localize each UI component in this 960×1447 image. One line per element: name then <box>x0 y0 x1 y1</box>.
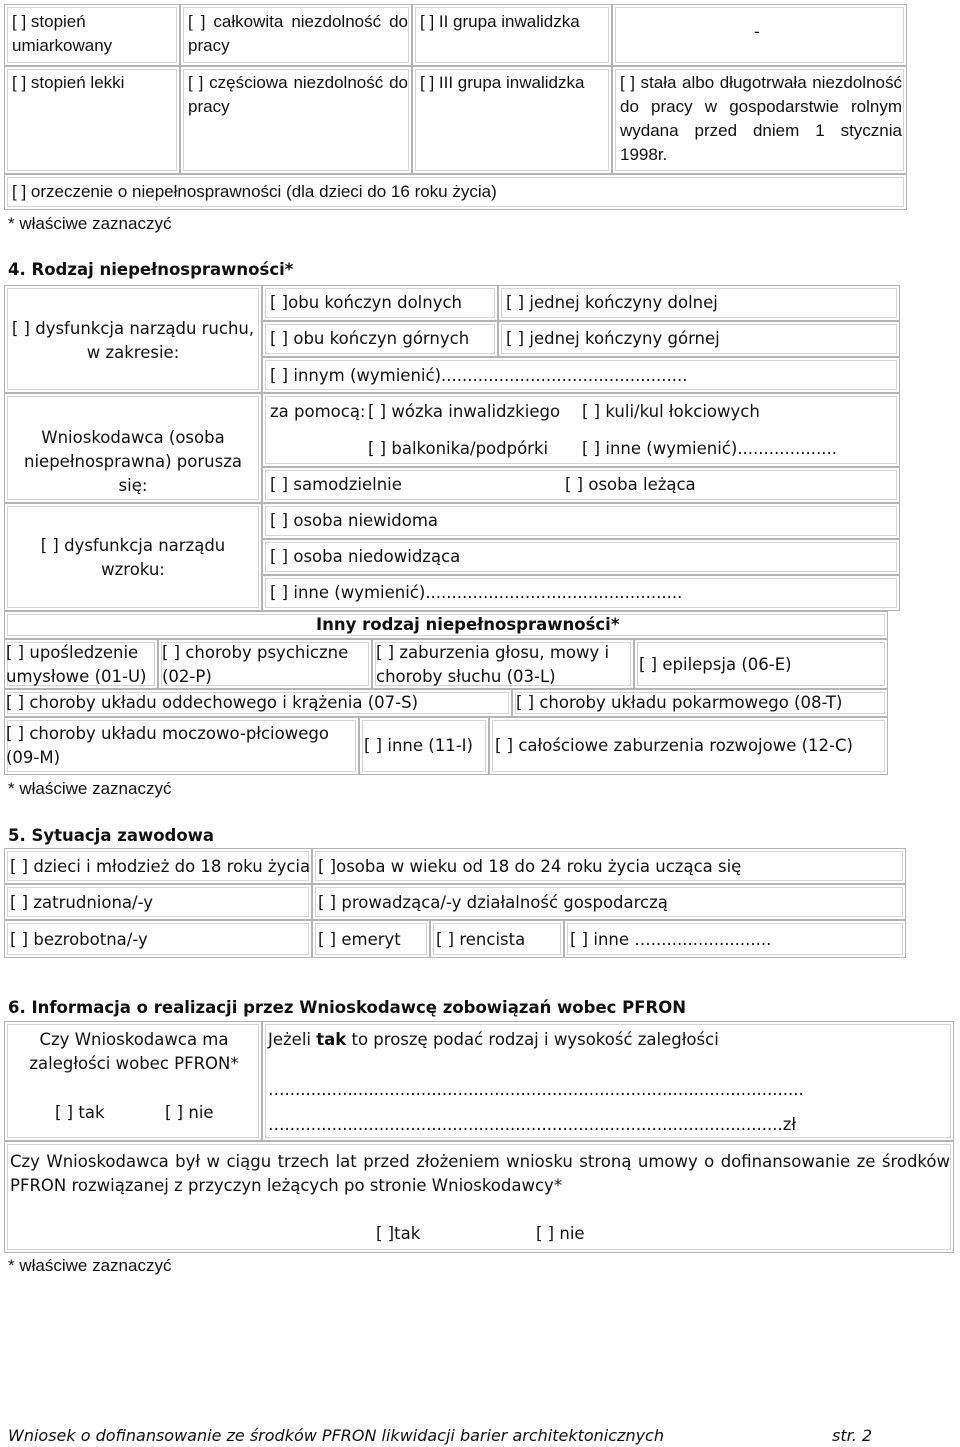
sec3-orzeczenie-dzieci[interactable]: [ ] orzeczenie o niepełnosprawności (dla dzieci do 16 roku życia) <box>12 182 497 201</box>
sec4-title: 4. Rodzaj niepełnosprawności* <box>8 260 294 279</box>
sec4-ruch-d[interactable]: [ ] jednej kończyny górnej <box>506 329 720 348</box>
sec4-pomoc-balkonik[interactable]: [ ] balkonika/podpórki <box>368 439 549 458</box>
sec6-line2[interactable]: …...............................................................................................zł <box>268 1115 797 1134</box>
sec4-ruch-a[interactable]: [ ]obu kończyn dolnych <box>270 293 463 312</box>
footer-title: Wniosek o dofinansowanie ze środków PFRON likwidacji barier architektonicznych <box>8 1426 664 1445</box>
sec4-wzrok-inne[interactable]: [ ] inne (wymienić)................................................. <box>270 583 683 602</box>
sec3-czesciowa-niezdolnosc[interactable]: [ ] częściowa niezdolność do pracy <box>188 73 408 116</box>
sec4-inne-11[interactable]: [ ] inne (11-I) <box>364 736 473 755</box>
sec6-info <box>268 1028 719 1052</box>
sec4-uklad-oddechowy[interactable]: [ ] choroby układu oddechowego i krążenia (07-S) <box>6 693 419 712</box>
sec4-uklad-moczowy[interactable]: [ ] choroby układu moczowo-płciowego (09-M) <box>6 724 329 767</box>
sec6-q2-tak[interactable]: [ ]tak <box>376 1224 421 1243</box>
sec3-dash: - <box>754 22 760 41</box>
sec6-info-bold: tak <box>316 1030 347 1049</box>
sec4-upsledzenie[interactable]: [ ] upośledzenie umysłowe (01-U) <box>6 643 147 686</box>
sec4-choroby-psychiczne[interactable]: [ ] choroby psychiczne (02-P) <box>162 643 349 686</box>
sec3-calkowita-niezdolnosc[interactable]: [ ] całkowita niezdolność do pracy <box>188 12 408 55</box>
sec4-pomoc-wozek[interactable]: [ ] wózka inwalidzkiego <box>368 402 561 421</box>
sec3-iii-grupa[interactable]: [ ] III grupa inwalidzka <box>420 73 585 92</box>
sec3-stopien-umiarkowany[interactable]: [ ] stopień umiarkowany <box>12 12 113 55</box>
sec4-ruch-label[interactable]: [ ] dysfunkcja narządu ruchu, w zakresie: <box>11 319 255 362</box>
sec5-emeryt[interactable]: [ ] emeryt <box>318 930 401 949</box>
sec5-zatrudniona[interactable]: [ ] zatrudniona/-y <box>10 893 154 912</box>
sec5-inne[interactable]: [ ] inne …....................... <box>570 930 772 949</box>
sec6-q1-nie[interactable]: [ ] nie <box>165 1103 214 1122</box>
sec6-q2-question: Czy Wnioskodawca był w ciągu trzech lat przed złożeniem wniosku stroną umowy o dofinansowanie ze środków PFRON rozwiązanej z przyczyn leżących po stronie Wnioskodawcy* <box>10 1152 950 1195</box>
sec5-title: 5. Sytuacja zawodowa <box>8 826 215 845</box>
sec4-wzrok-niewidoma[interactable]: [ ] osoba niewidoma <box>270 511 439 530</box>
sec5-bezrobotna[interactable]: [ ] bezrobotna/-y <box>10 930 148 949</box>
sec4-ruch-e[interactable]: [ ] innym (wymienić)............................................... <box>270 366 688 385</box>
sec6-q2-nie[interactable]: [ ] nie <box>536 1224 585 1243</box>
sec4-epilepsja[interactable]: [ ] epilepsja (06-E) <box>639 655 792 674</box>
sec4-pomoc-kule[interactable]: [ ] kuli/kul łokciowych <box>582 402 760 421</box>
sec4-uklad-pokarmowy[interactable]: [ ] choroby układu pokarmowego (08-T) <box>516 693 843 712</box>
sec4-osoba-lezaca[interactable]: [ ] osoba leżąca <box>565 475 696 494</box>
sec6-line1[interactable]: …................................................................................................... <box>268 1080 804 1099</box>
sec4-inny-title: Inny rodzaj niepełnosprawności* <box>316 615 620 634</box>
sec3-stala-niezdolnosc[interactable]: [ ] stała albo długotrwała niezdolność do pracy w gospodarstwie rolnym wydana przed dniem 1 stycznia 1998r. <box>620 73 902 164</box>
sec3-note: * właściwe zaznaczyć <box>8 214 172 233</box>
sec6-q1-question: Czy Wnioskodawca ma zaległości wobec PFRON* <box>29 1030 239 1073</box>
footer-page: str. 2 <box>832 1426 873 1445</box>
sec3-ii-grupa[interactable]: [ ] II grupa inwalidzka <box>420 12 580 31</box>
sec4-ruch-c[interactable]: [ ] obu kończyn górnych <box>270 329 470 348</box>
sec4-pomoc-prefix: za pomocą: <box>270 402 366 421</box>
sec5-rencista[interactable]: [ ] rencista <box>436 930 526 949</box>
sec6-q1-tak[interactable]: [ ] tak <box>55 1103 105 1122</box>
sec4-wzrok-label[interactable]: [ ] dysfunkcja narządu wzroku: <box>40 536 226 579</box>
sec3-stopien-lekki[interactable]: [ ] stopień lekki <box>12 73 125 92</box>
sec6-note: * właściwe zaznaczyć <box>8 1256 172 1275</box>
sec5-dzieci[interactable]: [ ] dzieci i młodzież do 18 roku życia <box>10 857 311 876</box>
sec4-note: * właściwe zaznaczyć <box>8 779 172 798</box>
sec4-zaburzenia-glosu[interactable]: [ ] zaburzenia głosu, mowy i choroby słuchu (03-L) <box>376 643 610 686</box>
sec4-calosciowe[interactable]: [ ] całościowe zaburzenia rozwojowe (12-C) <box>495 736 853 755</box>
sec4-samodzielnie[interactable]: [ ] samodzielnie <box>270 475 402 494</box>
sec4-porusza-label: Wnioskodawca (osoba niepełnosprawna) porusza się: <box>24 428 242 495</box>
sec4-wzrok-niedowidzaca[interactable]: [ ] osoba niedowidząca <box>270 547 461 566</box>
sec4-ruch-b[interactable]: [ ] jednej kończyny dolnej <box>506 293 718 312</box>
sec5-osoba-uczaca[interactable]: [ ]osoba w wieku od 18 do 24 roku życia ucząca się <box>318 857 742 876</box>
sec6-info-post: to proszę podać rodzaj i wysokość zaległości <box>346 1030 719 1049</box>
sec5-dzialalnosc[interactable]: [ ] prowadząca/-y działalność gospodarczą <box>318 893 668 912</box>
sec4-pomoc-inne[interactable]: [ ] inne (wymienić)................... <box>582 439 837 458</box>
sec6-info-pre: Jeżeli <box>268 1030 317 1049</box>
sec6-title: 6. Informacja o realizacji przez Wnioskodawcę zobowiązań wobec PFRON <box>8 998 687 1017</box>
